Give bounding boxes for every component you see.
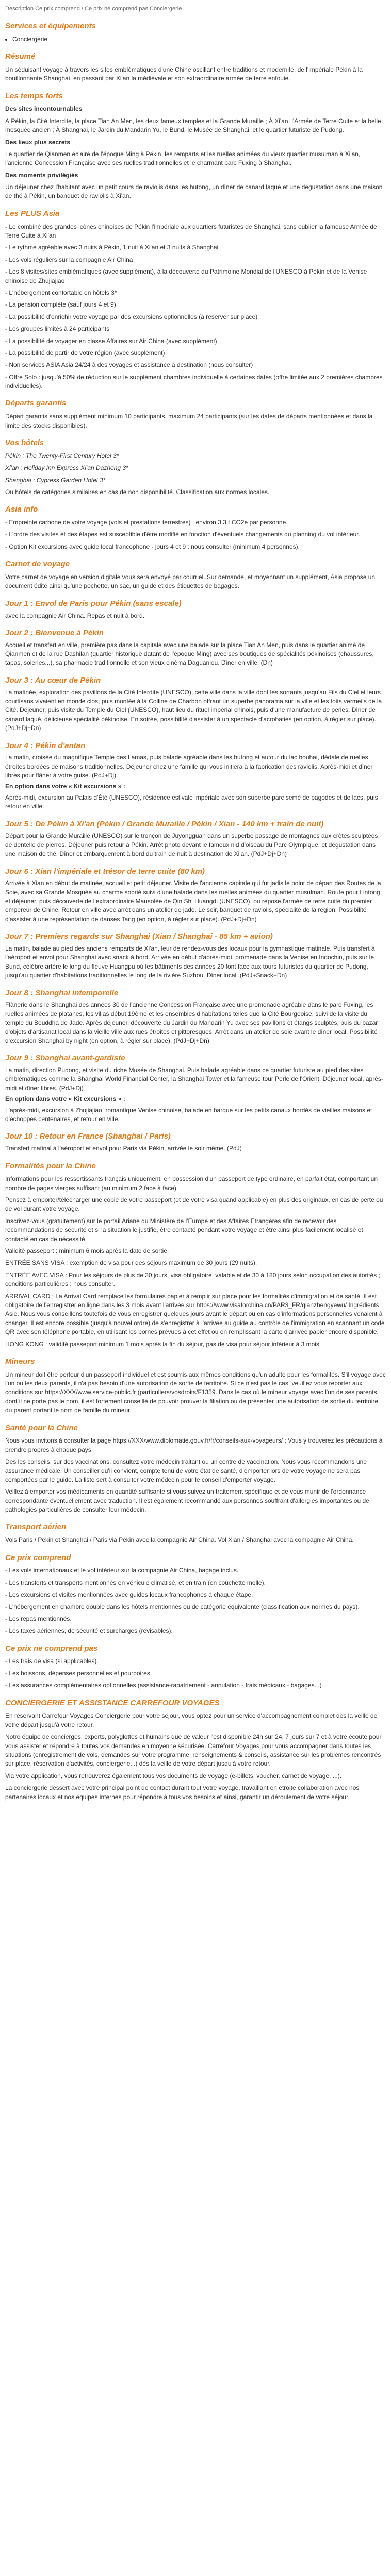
temps-forts-section bbox=[5, 91, 386, 201]
day-text: La matin, direction Pudong, et visite du riche Musée de Shanghai. Puis balade agréable dans ce quartier futuriste au pied des sites emblématiques comme la Shanghai World Financial Center, la Shanghai Tower et la fameuse tour Perle de l'Orient. Déjeuner local, après-midi et dîner libres. (PdJ+Dj) bbox=[5, 1066, 383, 1092]
prix-ne-comprend-pas-item: - Les assurances complémentaires optionnelles (assistance-rapatriement - annulation - frais médicaux - bagages...) bbox=[5, 1682, 322, 1689]
day-title: Jour 9 : Shanghai avant-gardiste bbox=[5, 1054, 125, 1063]
day-title: Jour 5 : De Pékin à Xi'an (Pékin / Grande Muraille / Pékin / Xian - 140 km + train de nuit) bbox=[5, 819, 324, 828]
temps-forts-p1-title: Des sites incontournables bbox=[5, 105, 83, 113]
itinerary bbox=[5, 598, 386, 1154]
carnet-text: Votre carnet de voyage en version digitale vous sera envoyé par courriel. Sur demande, et moyennant un supplément, Asia propose un document édité ainsi qu'une pochette, un sac, un guide et des étiquettes de bagages. bbox=[5, 573, 376, 590]
hotel-item: Xi'an : Holiday Inn Express Xi'an Dazhong 3* bbox=[5, 464, 128, 472]
day-text: avec la compagnie Air China. Repas et nuit à bord. bbox=[5, 612, 145, 619]
resume-title: Résumé bbox=[5, 52, 36, 61]
formalites-paragraph: Informations pour les ressortissants français uniquement, en possession d'un passeport de type ordinaire, en parfait état, comportant un nombre de pages vierges suffisant (au minimum 2 face à face). bbox=[5, 1175, 378, 1192]
temps-forts-p3-text: Un déjeuner chez l'habitant avec un petit cours de raviolis dans les hutong, un dîner de canard laqué et une dégustation dans une maison de thé à Pékin, un banquet de raviolis à Xi'an. bbox=[5, 183, 383, 200]
transport-text: Vols Paris / Pékin et Shanghai / Paris via Pékin avec la compagnie Air China. Vol Xian / Shanghai avec la compagnie Air China. bbox=[5, 1536, 354, 1544]
mineurs-section bbox=[5, 1356, 386, 1415]
formalites-paragraph: ARRIVAL CARD : La Arrival Card remplace les formulaires papier à remplir sur place pour les formalités d'immigration et de santé. Il est obligatoire de l'enregistrer en ligne dans les 3 mois avant l'arrivée sur https://www.visaforchina.cn/PAR3_FR/qianzhengyewu/ Ingrédients Asie. Nous vous conseillons toutefois de vous enregistrer quelques jours avant le départ ou en cas d'informations personnelles venaient à changer. Il est encore possible (jusqu'à nouvel ordre) de s'enregistrer à l'arrivée au guide au contrôle de l'immigration en scannant un code QR avec son téléphone portable, en utilisant les bornes prévues à cet effet ou en remplissant la carte d'arrivée papier encore disponible. bbox=[5, 1292, 385, 1336]
sante-section bbox=[5, 1422, 386, 1515]
plus-asia-item: - La possibilité de partir de votre région (avec supplément) bbox=[5, 349, 165, 357]
prix-ne-comprend-pas-item: - Les frais de visa (si applicables). bbox=[5, 1657, 99, 1665]
vos-hotels-section bbox=[5, 437, 386, 497]
plus-asia-item: - La pension complète (sauf jours 4 et 9) bbox=[5, 301, 116, 309]
conciergerie-section bbox=[5, 1698, 386, 1802]
day-text: Départ pour la Grande Muraille (UNESCO) sur le tronçon de Juyongguan dans un superbe passage de montagnes aux crêtes sculptées de dentelle de pierres. Déjeuner puis retour à Pékin. Arrêt photo devant le fameux nid d'oiseau du Parc Olympique, et dégustation dans une maison de thé. Dîner et embarquement à bord du train de nuit à destination de Xi'an. (PdJ+Dj+Dn) bbox=[5, 832, 378, 858]
departs-garantis-title: Départs garantis bbox=[5, 399, 67, 408]
resume-section bbox=[5, 51, 386, 83]
formalites-paragraph: Validité passeport : minimum 6 mois après la date de sortie. bbox=[5, 1247, 169, 1255]
prix-comprend-item: - Les transferts et transports mentionnés en véhicule climatisé, et en train (en couchette molle). bbox=[5, 1579, 266, 1586]
formalites-paragraph: HONG KONG : validité passeport minimum 1 mois après la fin du séjour, pas de visa pour séjour inférieur à 3 mois. bbox=[5, 1340, 321, 1348]
transport-section bbox=[5, 1521, 386, 1545]
sante-paragraph: Nous vous invitons à consulter la page https://XXX/www.diplomatie.gouv.fr/fr/conseils-aux-voyageurs/ ; Vous y trouverez les précautions à prendre propres à chaque pays. bbox=[5, 1437, 383, 1453]
services-item: • Conciergerie bbox=[12, 35, 386, 44]
day-note: Après-midi, excursion au Palais d'Été (UNESCO), résidence estivale impériale avec son superbe parc semé de pagodes et de lacs, puis retour en ville. bbox=[5, 793, 378, 810]
plus-asia-item: - Les vols réguliers sur la compagnie Air China bbox=[5, 256, 133, 263]
carnet-title: Carnet de voyage bbox=[5, 560, 70, 569]
temps-forts-p2-title: Des lieux plus secrets bbox=[5, 138, 71, 146]
day-text: Accueil et transfert en ville, première pas dans la capitale avec une balade sur la place Tian An Men, puis dans le quartier animé de Qianmen et de la rue Dashilan (quartier historique datant de l'époque Ming) avec ses boutiques de spécialités pékinoises (chaussures, tapas, soieries...), sa pharmacie traditionnelle et son vieux cinéma Daguanlou. Dîner en ville. (Dn) bbox=[5, 641, 374, 667]
temps-forts-p3-title: Des moments privilégiés bbox=[5, 171, 78, 179]
plus-asia-item: - Offre Solo : jusqu'à 50% de réduction sur le supplément chambres individuelle à certaines dates (offre limitée aux 2 premières chambres individuelles). bbox=[5, 373, 383, 390]
plus-asia-item: - Non services ASIA Asia 24/24 à des voyages et assistance à destination (nous consulter) bbox=[5, 361, 253, 369]
mineurs-title: Mineurs bbox=[5, 1357, 35, 1366]
plus-asia-item: - L'hébergement confortable en hôtels 3* bbox=[5, 289, 117, 296]
prix-comprend-item: - Les vols internationaux et le vol intérieur sur la compagnie Air China, bagage inclus. bbox=[5, 1567, 239, 1574]
sante-paragraph: Des les conseils, sur des vaccinations, consultez votre médecin traitant ou un centre de vaccination. Nous vous recommandons une assurance médicale. Un conseiller qu'il convient, compte tenu de votre état de santé, d'emporter lors de votre voyage ne sera pas comportées par le guide. La liste sert à consulter votre médecin pour le conseil d'emporter voyage. bbox=[5, 1458, 367, 1483]
prix-ne-comprend-pas-title: Ce prix ne comprend pas bbox=[5, 1643, 98, 1653]
temps-forts-title: Les temps forts bbox=[5, 91, 63, 100]
departs-garantis-text: Départ garantis sans supplément minimum 10 participants, maximum 24 participants (sur les dates de départs mentionnées et dans la limite des stocks disponibles). bbox=[5, 413, 373, 429]
asia-info-title: Asia info bbox=[5, 505, 38, 514]
hotel-item: Shanghai : Cypress Garden Hotel 3* bbox=[5, 476, 106, 484]
day-note-title: En option dans votre « Kit excursions » : bbox=[5, 783, 125, 790]
asia-info-item: - Option Kit excursions avec guide local francophone - jours 4 et 9 : nous consulter (minimum 4 personnes). bbox=[5, 543, 300, 550]
services-title: Services et équipements bbox=[5, 21, 96, 30]
prix-comprend-title: Ce prix comprend bbox=[5, 1553, 71, 1562]
asia-info-item: - L'ordre des visites et des étapes est susceptible d'être modifié en fonction d'éventuels changements du planning du vol intérieur. bbox=[5, 531, 360, 538]
plus-asia-item: - Les 8 visites/sites emblématiques (avec supplément), à la découverte du Patrimoine Mondial de l'UNESCO à Pékin et de la Venise chinoise de Zhujiajiao bbox=[5, 268, 367, 284]
formalites-paragraph: Pensez à emporter/télécharger une copie de votre passeport (et de votre visa quand applicable) en plus des originaux, en cas de perte ou de vol durant votre voyage. bbox=[5, 1196, 383, 1213]
day-title: Jour 2 : Bienvenue à Pékin bbox=[5, 628, 104, 637]
day-title: Jour 7 : Premiers regards sur Shanghai (Xian / Shanghai - 85 km + avion) bbox=[5, 932, 273, 941]
conciergerie-paragraph: En réservant Carrefour Voyages Conciergerie pour votre séjour, vous optez pour un service d'accompagnement complet dès la veille de votre départ jusqu'à votre retour. bbox=[5, 1712, 378, 1728]
prix-comprend-item: - L'hébergement en chambre double dans les hôtels mentionnés ou de catégorie équivalente (classification aux normes du pays). bbox=[5, 1603, 360, 1611]
formalites-section bbox=[5, 1161, 386, 1349]
temps-forts-p1-text: À Pékin, la Cité Interdite, la place Tian An Men, les deux fameux temples et la Grande Muraille ; À Xi'an, l'Armée de Terre Cuite et la belle mosquée ancien ; À Shanghai, le Jardin du Mandarin Yu, le Bund, le Musée de Shanghai, et le quartier futuriste de Pudong. bbox=[5, 117, 381, 134]
plus-asia-item: - La possibilité de voyager en classe Affaires sur Air China (avec supplément) bbox=[5, 337, 217, 345]
day-title: Jour 6 : Xian l'impériale et trésor de terre cuite (80 km) bbox=[5, 867, 205, 876]
prix-ne-comprend-pas-item: - Les boissons, dépenses personnelles et pourboires. bbox=[5, 1669, 152, 1677]
day-text: La matinée, exploration des pavillons de la Cité Interdite (UNESCO), cette ville dans la ville dont les sortants jusqu'au Fils du Ciel et leurs courtisans vivaient en monde clos, puis montée à la Colline de Charbon offrant un superbe panorama sur la ville et les toits vermeils de la Cité. Déjeuner, puis visite du Temple du Ciel (UNESCO), haut lieu du rituel impérial chinois, puis d'une manufacture de perles. Dîner de canard laqué, délicieuse spécialité pékinoise. En soirée, possibilité d'assister à un spectacle d'acrobaties (en option, à régler sur place). (PdJ+Dj+Dn) bbox=[5, 688, 382, 732]
conciergerie-title: CONCIERGERIE ET ASSISTANCE CARREFOUR VOYAGES bbox=[5, 1698, 220, 1707]
vos-hotels-title: Vos hôtels bbox=[5, 438, 44, 448]
prix-comprend-item: - Les excursions et visites mentionnées avec guides locaux francophones à chaque étape. bbox=[5, 1591, 253, 1599]
sante-title: Santé pour la Chine bbox=[5, 1423, 78, 1432]
top-links: Description Ce prix comprend / Ce prix ne comprend pas Conciergerie bbox=[5, 6, 182, 12]
transport-title: Transport aérien bbox=[5, 1522, 67, 1532]
asia-info-item: - Empreinte carbone de votre voyage (vols et prestations terrestres) : environ 3,3 t CO2e par personne. bbox=[5, 519, 288, 527]
day-note-title: En option dans votre « Kit excursions » : bbox=[5, 1095, 125, 1103]
prix-ne-comprend-pas-section bbox=[5, 1643, 386, 1690]
asia-info-section bbox=[5, 504, 386, 551]
departs-garantis-section bbox=[5, 398, 386, 430]
prix-comprend-section bbox=[5, 1552, 386, 1636]
day-text: Transfert matinal à l'aéroport et envol pour Paris via Pékin, arrivée le soir même. (PdJ) bbox=[5, 1145, 242, 1153]
hotel-item: Pékin : The Twenty-First Century Hotel 3* bbox=[5, 452, 119, 460]
formalites-paragraph: Inscrivez-vous (gratuitement) sur le portail Ariane du Ministère de l'Europe et des Affaires Étrangères afin de recevoir des recommandations de sécurité et si la situation le justifie, être contacté pendant votre voyage et être ainsi plus facilement localisé et contacté en cas de nécessité. bbox=[5, 1217, 363, 1243]
day-title: Jour 3 : Au cœur de Pékin bbox=[5, 675, 101, 685]
services-section bbox=[5, 21, 386, 44]
mineurs-text: Un mineur doit être porteur d'un passeport individuel et est soumis aux mêmes conditions qu'un adulte pour les formalités. S'il voyage avec l'un ou les deux parents, il n'a pas besoin d'une autorisation de sortie de territoire. Si ce n'est pas le cas, veuillez vous reporter aux conditions sur https://XXX/www.service-public.fr (particuliers/vosdroits/F1359. Dans le cas où le mineur voyage avec l'un de ses parents dont il ne porte pas le nom, il est fortement conseillé de pouvoir prouver la filiation ou de présenter une autorisation de sortie du territoire du parent portant le nom de famille du mineur. bbox=[5, 1370, 386, 1414]
day-text: Flânerie dans le Shanghai des années 30 de l'ancienne Concession Française avec une promenade agréable dans le parc Fuxing, les ruelles animées de platanes, les villas début 19ème et les ensembles d'habitations telles que la Cité Bourgeoise, suivi de la visite du temple du Bouddha de Jade. Après déjeuner, découverte du Jardin du Mandarin Yu avec ses pavillons et étangs sculptés, puis du bazar d'objets d'artisanat local dans la vieille ville aux rues étroites et pittoresques. Arrêt dans un atelier de soie avant le dîner local. Possibilité d'excursion Shanghai by night (en option, à régler sur place). (PdJ+Dj+Dn) bbox=[5, 1001, 378, 1044]
day-title: Jour 10 : Retour en France (Shanghai / Paris) bbox=[5, 1132, 171, 1141]
carnet-section bbox=[5, 558, 386, 591]
formalites-paragraph: ENTRÉE SANS VISA : exemption de visa pour des séjours maximum de 30 jours (29 nuits). bbox=[5, 1259, 257, 1267]
formalites-paragraph: ENTRÉE AVEC VISA : Pour les séjours de plus de 30 jours, visa obligatoire, valable et de 30 à 180 jours selon occupation des autorités ; conditions particulières : nous consulter. bbox=[5, 1271, 380, 1288]
plus-asia-section bbox=[5, 208, 386, 391]
day-title: Jour 1 : Envol de Paris pour Pékin (sans escale) bbox=[5, 599, 182, 608]
day-text: La matin, balade au pied des anciens remparts de Xi'an, leur de rendez-vous des locaux pour la gymnastique matinale. Puis transfert à l'aéroport et envol pour Shanghai avec snack à bord. Arrivée en début d'après-midi, promenade dans la Venise en Indochin, puis sur le Bund, célèbre artère le long du fleuve Huangpu où les bâtiments des années 20 font face aux tours futuristes du quartier de Pudong, jusqu'au quartier d'habitations traditionnelles le long de la rivière Suzhou. Dîner local. (PdJ+Snack+Dn) bbox=[5, 945, 375, 979]
day-text: Arrivée à Xian en début de matinée, accueil et petit déjeuner. Visite de l'ancienne capitale qui fut jadis le point de départ des Routes de la Soie, avec sa Grande Mosquée au charme sobrié suivi d'une balade dans les ruelles animées du quartier musulman. Route pour Lintong et déjeuner, puis découverte de l'extraordinaire Mausolée de Qin Shi Huangdi (UNESCO), ou repose l'armée de terre cuite du premier empereur de Chine. Retour en ville avec arrêt dans un atelier de jade. Le soir, banquet de raviolis, spécialité de la région. Possibilité d'assister à une représentation de danses Tang (en option, à régler sur place). (PdJ+Dj+Dn) bbox=[5, 879, 381, 923]
temps-forts-p2-text: Le quartier de Qianmen éclairé de l'époque Ming à Pékin, les remparts et les ruelles animées du vieux quartier musulman à Xi'an, l'ancienne Concession Française avec ses ruelles traditionnelles et le charmant parc Fuxing à Shanghai. bbox=[5, 150, 361, 167]
conciergerie-paragraph: La conciergerie dessert avec votre principal point de contact durant tout votre voyage, travaillant en étroite collaboration avec nos partenaires locaux et nos équipes internes pour répondre à tous vos besoins et ainsi, garantir un déroulement de votre séjour. bbox=[5, 1784, 360, 1801]
conciergerie-paragraph: Via votre application, vous retrouverez également tous vos documents de voyage (e-billets, voucher, carnet de voyage, ...). bbox=[5, 1772, 342, 1780]
day-title: Jour 8 : Shanghai intemporelle bbox=[5, 988, 119, 997]
formalites-title: Formalités pour la Chine bbox=[5, 1161, 96, 1171]
services-list bbox=[5, 35, 386, 44]
conciergerie-paragraph: Notre équipe de concierges, experts, polyglottes et humains que de valeur l'est disponible 24h sur 24, 7 jours sur 7 et à votre écoute pour vous assister et répondre à toutes vos demandes en moyenne sécurisée. Carrefour Voyages pour vous accompagner dans toutes les situations (enregistrement de vols, demandes sur votre programme, renseignements & conseils, assistance sur les problèmes rencontrés sur place, réservation d'activités, conciergerie...) dès la veille de votre départ jusqu'à votre retour. bbox=[5, 1733, 382, 1768]
vos-hotels-note: Ou hôtels de catégories similaires en cas de non disponibilité. Classification aux normes locales. bbox=[5, 488, 270, 496]
resume-text: Un séduisant voyage à travers les sites emblématiques d'une Chine oscillant entre traditions et modernité, de l'impériale Pékin à la bouillonnante Shanghai, en passant par Xi'an la médiévale et son extraordinaire armée de terre enfouie. bbox=[5, 65, 363, 82]
day-note: L'après-midi, excursion à Zhujiajiao, romantique Venise chinoise, balade en barque sur les petits canaux bordés de vieilles maisons et d'échoppes centenaires, et retour en ville. bbox=[5, 1106, 372, 1123]
plus-asia-item: - La possibilité d'enrichir votre voyage par des excursions optionnelles (à réserver sur place) bbox=[5, 313, 258, 320]
plus-asia-title: Les PLUS Asia bbox=[5, 209, 60, 218]
day-text: La matin, croisée du magnifique Temple des Lamas, puis balade agréable dans les hutong et autour du lac houhai, dédale de ruelles étroites bordées de maisons traditionnelles. Déjeuner chez une famille qui vous initiera à la fabrication des raviolis. Après-midi et dîner libres pour flâner à votre guise. (PdJ+Dj) bbox=[5, 754, 373, 779]
plus-asia-item: - Le rythme agréable avec 3 nuits à Pékin, 1 nuit à Xi'an et 3 nuits à Shanghai bbox=[5, 244, 219, 251]
plus-asia-item: - Les groupes limités à 24 participants bbox=[5, 325, 110, 333]
day-title: Jour 4 : Pékin d'antan bbox=[5, 741, 86, 750]
plus-asia-item: - Le combiné des grandes icônes chinoises de Pékin l'impériale aux quartiers futuristes de Shanghai, sans oublier la fameuse Armée de Terre Cuite à Xi'an bbox=[5, 223, 377, 240]
prix-comprend-item: - Les repas mentionnés. bbox=[5, 1615, 72, 1622]
prix-comprend-item: - Les taxes aériennes, de sécurité et surcharges (révisables). bbox=[5, 1627, 173, 1635]
sante-paragraph: Veillez à emporter vos médicaments en quantité suffisante si vous suivez un traitement spécifique et de vous munir de l'ordonnance correspondante éventuellement avec traduction. Il est également recommandé aux personnes souffrant d'allergies importantes ou de pathologies particulières de consulter leur médecin. bbox=[5, 1488, 369, 1514]
